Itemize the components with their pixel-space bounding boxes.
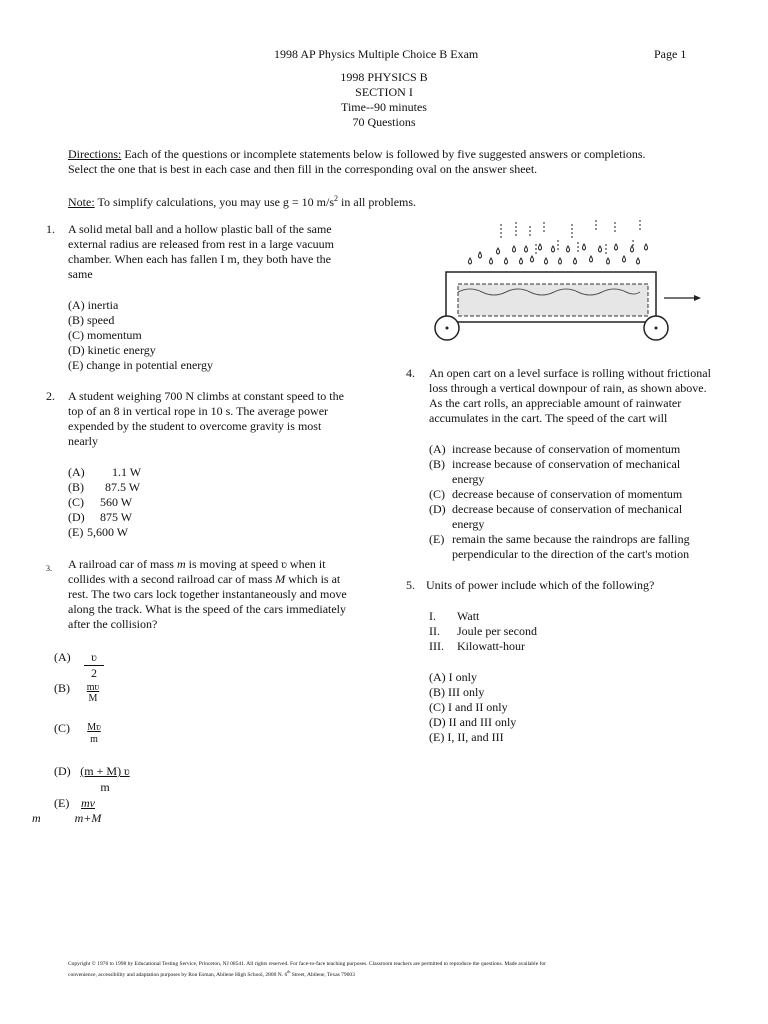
question-1-line: chamber. When each has fallen I m, they both have the <box>68 252 332 266</box>
fraction-denominator: m+M <box>74 811 102 825</box>
question-1-stem <box>68 222 368 282</box>
question-3-option-b-letter[interactable]: (B) <box>54 681 70 695</box>
exam-title: 1998 AP Physics Multiple Choice B Exam <box>274 47 479 61</box>
question-3-line: after the collision? <box>68 617 158 631</box>
option-letter: (D) <box>429 502 446 516</box>
question-1-number: 1. <box>46 222 55 236</box>
section-heading <box>284 70 484 130</box>
option-value: 87.5 W <box>105 480 141 494</box>
question-3-option-a-fraction <box>84 650 104 680</box>
question-2-stem <box>68 389 368 449</box>
note-text: To simplify calculations, you may use g = 10 m/s <box>94 195 335 209</box>
option-letter: (E) <box>429 532 445 546</box>
option-text: remain the same because the raindrops are falling <box>452 532 690 546</box>
question-4-line: As the cart rolls, an appreciable amount of rainwater <box>429 396 682 410</box>
question-3-stem <box>68 557 368 632</box>
directions-text-1: Each of the questions or incomplete statements below is followed by five suggested answers or completions. <box>121 147 646 161</box>
page-number: Page 1 <box>654 47 687 61</box>
velocity-arrowhead <box>694 295 701 301</box>
directions <box>68 147 708 177</box>
question-1-option-d[interactable]: (D) kinetic energy <box>68 343 156 357</box>
fraction-numerator: Mʋ <box>87 722 101 733</box>
question-2-line: nearly <box>68 434 98 448</box>
fraction-denominator: M <box>88 693 98 704</box>
option-text: increase because of conservation of momentum <box>452 442 681 456</box>
question-2-line: expended by the student to overcome gravity is most <box>68 419 322 433</box>
section-line-4: 70 Questions <box>352 115 416 129</box>
directions-text-2: Select the one that is best in each case and then fill in the corresponding oval on the answer sheet. <box>68 162 538 176</box>
question-4-options <box>429 442 729 562</box>
question-5-option-c[interactable]: (C) I and II only <box>429 700 508 714</box>
option-value: 875 W <box>100 510 133 524</box>
fraction-denominator: 2 <box>84 665 104 680</box>
question-3-text: is moving at speed ʋ when it <box>185 557 326 571</box>
roman-item-1 <box>429 609 629 624</box>
question-5-stem: Units of power include which of the following? <box>426 578 655 592</box>
question-4-line: accumulates in the cart. The speed of the cart will <box>429 411 668 425</box>
roman-item-text: Watt <box>457 609 480 623</box>
raindrops <box>501 220 640 254</box>
question-4-option-b[interactable] <box>429 457 729 487</box>
note <box>68 191 416 210</box>
question-4-number: 4. <box>406 366 415 380</box>
section-line-2: SECTION I <box>355 85 413 99</box>
roman-item-text: Kilowatt-hour <box>457 639 525 653</box>
question-3-text: A railroad car of mass <box>68 557 177 571</box>
question-1-option-a[interactable]: (A) inertia <box>68 298 119 312</box>
footer-superscript: th <box>287 969 291 974</box>
stray-mass-m: m <box>32 811 41 825</box>
option-text-cont: energy <box>452 517 485 531</box>
roman-item-text: Joule per second <box>457 624 537 638</box>
question-3-option-b-fraction <box>82 682 104 704</box>
rainwater <box>458 284 648 316</box>
right-axle <box>655 327 658 330</box>
question-4-option-c[interactable] <box>429 487 729 502</box>
question-4-option-a[interactable] <box>429 442 729 457</box>
question-2-number: 2. <box>46 389 55 403</box>
cart-in-rain-figure <box>428 218 708 348</box>
option-letter: (C) <box>68 495 84 509</box>
question-5-option-b[interactable]: (B) III only <box>429 685 485 699</box>
option-letter: (C) <box>429 487 445 501</box>
question-2-options <box>68 465 198 540</box>
option-text: decrease because of conservation of mechanical <box>452 502 683 516</box>
question-3-text: which is at <box>285 572 341 586</box>
question-1-line: same <box>68 267 93 281</box>
fraction-numerator: (m + M) ʋ <box>80 764 130 778</box>
question-3-option-c-letter[interactable]: (C) <box>54 721 70 735</box>
question-4-stem <box>429 366 729 426</box>
question-2-option-c[interactable] <box>68 495 198 510</box>
mass-M: M <box>275 572 286 586</box>
question-2-option-b[interactable] <box>68 480 198 495</box>
question-4-line: An open cart on a level surface is rolling without frictional <box>429 366 711 380</box>
fraction-numerator: ʋ <box>91 650 97 664</box>
question-1-option-e[interactable]: (E) change in potential energy <box>68 358 214 372</box>
footer-line-2: convenience, accessibility and adaptation purposes by Ron Esman, Abilene High School, 2800 N. 6 <box>68 971 288 978</box>
raindrop-drops <box>469 244 648 264</box>
option-letter: (A) <box>68 465 85 479</box>
question-3-option-c-fraction <box>82 722 106 746</box>
question-4-option-e[interactable] <box>429 532 729 562</box>
question-5-options <box>429 670 516 745</box>
question-2-option-e[interactable] <box>68 525 198 540</box>
option-letter: (A) <box>429 442 446 456</box>
section-line-1: 1998 PHYSICS B <box>340 70 428 84</box>
roman-numeral: III. <box>429 639 444 653</box>
question-3-option-e-fraction <box>70 796 106 826</box>
roman-item-2 <box>429 624 629 639</box>
question-1-line: A solid metal ball and a hollow plastic ball of the same <box>68 222 332 236</box>
question-2-line: A student weighing 700 N climbs at constant speed to the <box>68 389 344 403</box>
question-1-option-b[interactable]: (B) speed <box>68 313 115 327</box>
footer-line-1: Copyright © 1976 to 1998 by Educational Testing Service, Princeton, NJ 08541. All rights reserved. For face-to-face teaching purposes. Classroom teachers are permitted to reproduce the questions. Made available for <box>68 961 546 967</box>
question-2-option-d[interactable] <box>68 510 198 525</box>
fraction-denominator: m <box>90 734 98 745</box>
copyright-footer <box>68 961 708 979</box>
option-text: decrease because of conservation of momentum <box>452 487 683 501</box>
question-3-option-d-fraction <box>75 764 135 795</box>
question-3-option-a-letter[interactable]: (A) <box>54 650 71 664</box>
question-4-line: loss through a vertical downpour of rain, as shown above. <box>429 381 707 395</box>
question-4-option-d[interactable] <box>429 502 729 532</box>
fraction-denominator: m <box>100 780 110 794</box>
option-text: increase because of conservation of mechanical <box>452 457 681 471</box>
directions-label: Directions: <box>68 147 122 161</box>
section-line-3: Time--90 minutes <box>341 100 427 114</box>
option-value: 560 W <box>100 495 133 509</box>
question-5-option-a[interactable]: (A) I only <box>429 670 477 684</box>
fraction-numerator: mv <box>81 796 95 810</box>
question-3-text: collides with a second railroad car of mass <box>68 572 276 586</box>
question-3-line: along the track. What is the speed of the cars immediately <box>68 602 347 616</box>
option-letter: (D) <box>68 510 85 524</box>
question-5-option-d[interactable]: (D) II and III only <box>429 715 517 729</box>
option-letter: (B) <box>68 480 84 494</box>
roman-item-3 <box>429 639 629 654</box>
question-1-line: external radius are released from rest in a large vacuum <box>68 237 334 251</box>
question-5-number: 5. <box>406 578 415 592</box>
option-letter: (B) <box>429 457 445 471</box>
question-3-option-e-letter[interactable]: (E) <box>54 796 70 810</box>
option-text-cont: energy <box>452 472 485 486</box>
option-text-cont: perpendicular to the direction of the cart's motion <box>452 547 690 561</box>
roman-numeral: I. <box>429 609 436 623</box>
option-letter: (E) <box>68 525 84 539</box>
option-value: 1.1 W <box>112 465 142 479</box>
mass-m: m <box>176 557 186 571</box>
question-2-line: top of an 8 in vertical rope in 10 s. The average power <box>68 404 329 418</box>
fraction-numerator: mʋ <box>86 682 100 693</box>
question-1-options <box>68 298 213 373</box>
roman-numeral: II. <box>429 624 440 638</box>
footer-line-2-tail: Street, Abilene, Texas 79603 <box>290 971 355 978</box>
question-3-number: 3. <box>46 564 52 573</box>
option-value: 5,600 W <box>87 525 129 539</box>
note-superscript: 2 <box>334 194 339 203</box>
note-tail: in all problems. <box>338 195 417 209</box>
note-label: Note: <box>68 195 95 209</box>
question-5-option-e[interactable]: (E) I, II, and III <box>429 730 504 744</box>
question-2-option-a[interactable] <box>68 465 198 480</box>
question-3-option-d-letter[interactable]: (D) <box>54 764 71 778</box>
question-5-roman-items <box>429 609 629 654</box>
question-3-line: rest. The two cars lock together instantaneously and move <box>68 587 347 601</box>
left-axle <box>446 327 449 330</box>
question-1-option-c[interactable]: (C) momentum <box>68 328 142 342</box>
